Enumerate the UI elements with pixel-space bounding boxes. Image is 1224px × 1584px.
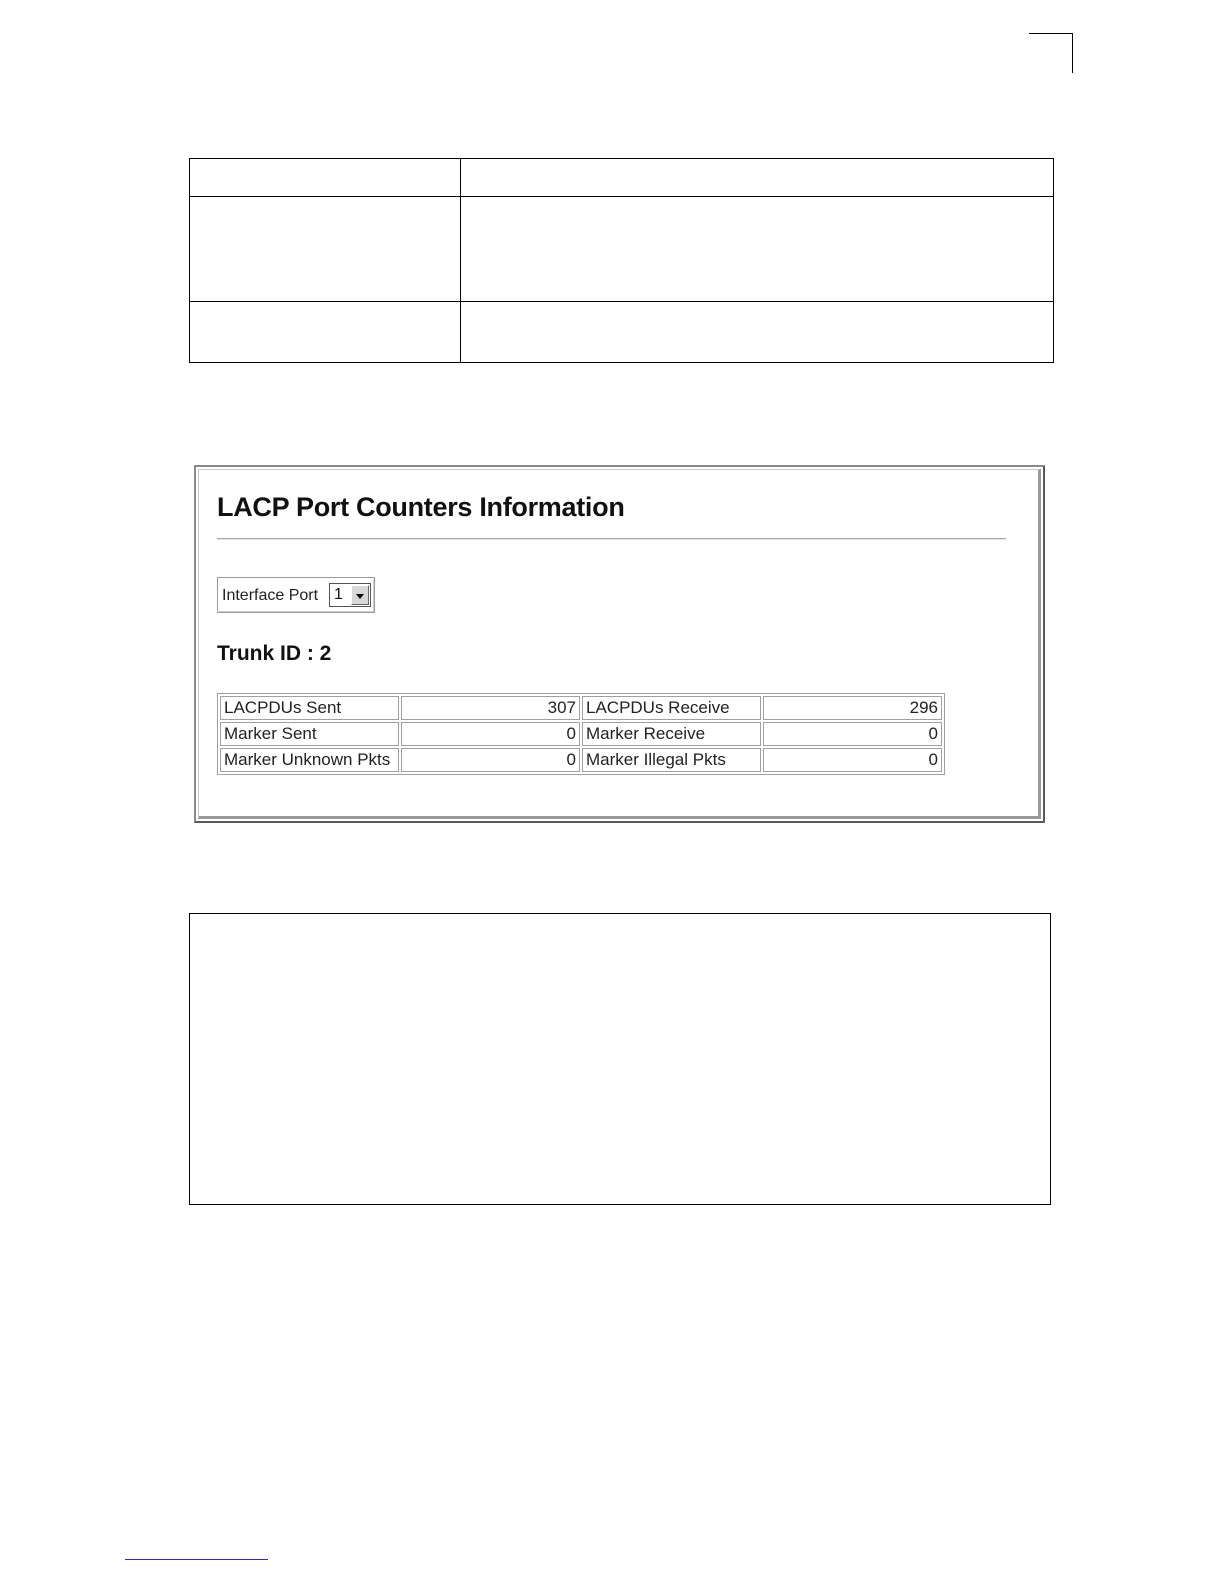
crop-mark [1029, 33, 1073, 73]
description-table [189, 158, 1054, 363]
screenshot-frame [198, 469, 1041, 819]
counter-label: Marker Unknown Pkts [220, 748, 399, 772]
counter-label: Marker Illegal Pkts [582, 748, 761, 772]
table-row [190, 301, 1054, 362]
table-row [190, 159, 1054, 197]
counter-value: 0 [763, 722, 942, 746]
counter-label: Marker Sent [220, 722, 399, 746]
table-cell [190, 197, 461, 302]
crop-mark-vertical [1072, 33, 1073, 73]
interface-port-value: 1 [334, 586, 343, 603]
crop-mark-horizontal [1029, 33, 1073, 34]
counters-table [217, 693, 945, 775]
table-row [190, 197, 1054, 302]
interface-port-select[interactable] [329, 583, 371, 607]
table-row [220, 722, 942, 746]
table-row [220, 696, 942, 720]
counter-label: LACPDUs Receive [582, 696, 761, 720]
counter-value: 296 [763, 696, 942, 720]
interface-port-label: Interface Port [222, 587, 319, 604]
table-row [220, 748, 942, 772]
counter-value: 0 [401, 748, 580, 772]
page-title: LACP Port Counters Information [217, 492, 625, 522]
table-cell [461, 159, 1054, 197]
table-cell [190, 159, 461, 197]
trunk-id: Trunk ID : 2 [217, 642, 332, 665]
chevron-down-icon[interactable] [351, 585, 369, 605]
cli-example-box [189, 913, 1051, 1205]
counter-label: Marker Receive [582, 722, 761, 746]
lacp-counters-screenshot [194, 465, 1045, 823]
table-cell [461, 197, 1054, 302]
table-cell [190, 301, 461, 362]
table-cell [461, 301, 1054, 362]
counter-value: 0 [763, 748, 942, 772]
title-divider [217, 538, 1006, 540]
interface-port-box [217, 577, 375, 613]
footer-link-underline [125, 1559, 268, 1560]
counter-label: LACPDUs Sent [220, 696, 399, 720]
counter-value: 0 [401, 722, 580, 746]
counter-value: 307 [401, 696, 580, 720]
